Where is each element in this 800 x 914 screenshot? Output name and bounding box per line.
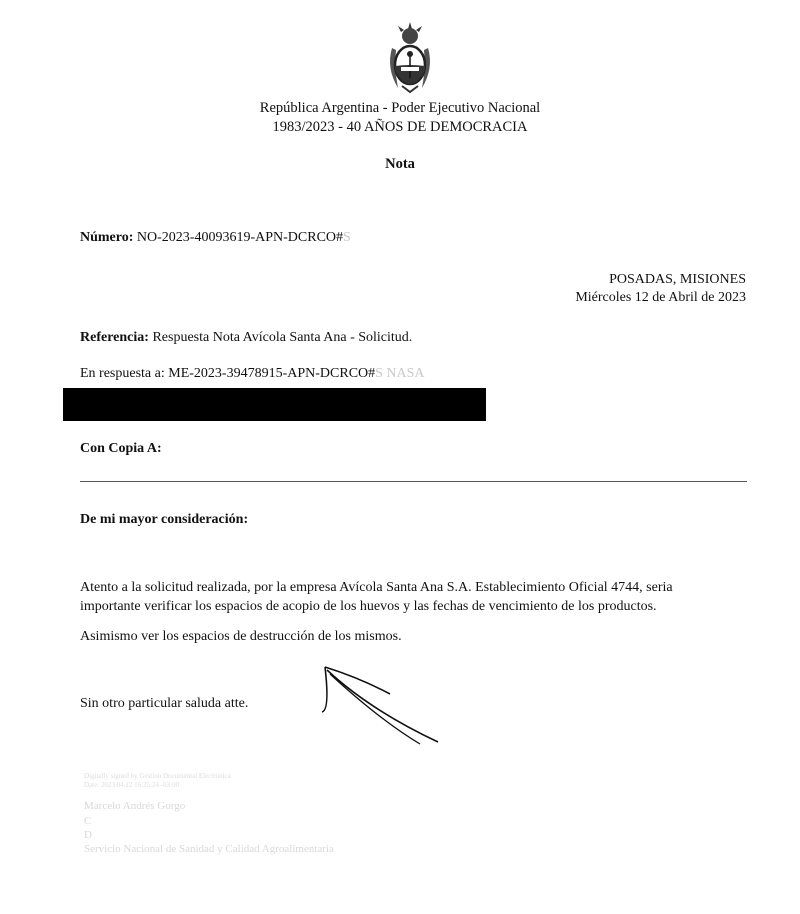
signer-org: Servicio Nacional de Sanidad y Calidad Agroalimentaria: [84, 843, 334, 855]
hand-drawn-arrow-icon: [300, 650, 450, 750]
header-line2: 1983/2023 - 40 AÑOS DE DEMOCRACIA: [272, 119, 528, 135]
signer-name: Marcelo Andrés Gorgo: [84, 800, 186, 812]
en-respuesta-faded-suffix: S NASA: [375, 366, 425, 381]
body-p1-line1: Atento a la solicitud realizada, por la empresa Avícola Santa Ana S.A. Establecimiento Oficial 4744, seria: [80, 580, 673, 595]
numero-faded-suffix: S: [343, 230, 351, 245]
signer-line-c: C: [84, 815, 92, 827]
referencia-label: Referencia:: [80, 330, 149, 345]
en-respuesta-row: [80, 366, 425, 382]
numero-value: NO-2023-40093619-APN-DCRCO#: [136, 230, 344, 245]
body-p1-line2: importante verificar los espacios de acopio de los huevos y las fechas de vencimiento de los productos.: [80, 599, 657, 614]
doc-type-title: Nota: [385, 156, 415, 172]
header-line1: República Argentina - Poder Ejecutivo Nacional: [259, 100, 541, 116]
numero-row: [80, 230, 351, 246]
numero-label: Número:: [80, 230, 134, 245]
con-copia-label: Con Copia A:: [80, 441, 162, 456]
escudo-nacional-icon: [384, 18, 436, 94]
date: Miércoles 12 de Abril de 2023: [575, 290, 746, 305]
en-respuesta-value: ME-2023-39478915-APN-DCRCO#: [168, 366, 376, 381]
signer-line-d: D: [84, 829, 92, 841]
redaction-bar: [63, 388, 486, 421]
greeting: De mi mayor consideración:: [80, 512, 249, 527]
referencia-row: [80, 330, 412, 346]
referencia-value: Respuesta Nota Avícola Santa Ana - Solicitud.: [152, 330, 413, 345]
digital-signature-line1: Digitally signed by Gestion Documental Electronica: [84, 772, 231, 780]
divider-line: [80, 481, 747, 482]
place: POSADAS, MISIONES: [609, 272, 746, 287]
digital-signature-line2: Date: 2023.04.12 16:25:24 -03:00: [84, 781, 180, 789]
en-respuesta-label: En respuesta a:: [80, 366, 165, 381]
closing: Sin otro particular saluda atte.: [80, 696, 249, 711]
body-p2: Asimismo ver los espacios de destrucción de los mismos.: [80, 629, 402, 644]
